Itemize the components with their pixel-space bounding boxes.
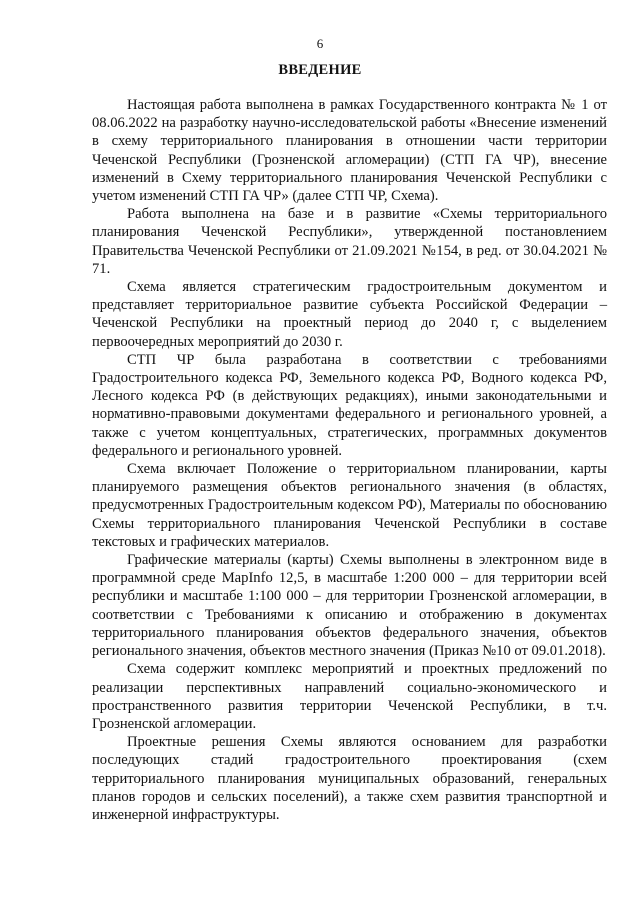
paragraph-design-decisions: Проектные решения Схемы являются основанием для разработки последующих стадий градостроительного проектирования (схем территориального планирования муниципальных образований, генеральных планов городов и сельских поселений), а также схем развития транспортной и инженерной инфраструктуры.	[92, 734, 607, 823]
paragraph-measures: Схема содержит комплекс мероприятий и проектных предложений по реализации перспективных направлений социально-экономического и пространственного развития территории Чеченской Республики, в т.ч. Грозненской агломерации.	[92, 661, 607, 732]
paragraph-graphic-materials: Графические материалы (карты) Схемы выполнены в электронном виде в программной среде MapInfo 12,5, в масштабе 1:200 000 – для территории всей республики и масштабе 1:100 000 – для территории Грозненской агломерации, в соответствии с Требованиями к описанию и отображению в документах территориального планирования объектов федерального значения, объектов регионального значения, объектов местного значения (Приказ №10 от 09.01.2018).	[92, 552, 607, 660]
page-title: ВВЕДЕНИЕ	[278, 62, 362, 78]
page-number: 6	[316, 36, 324, 51]
paragraph-contract: Настоящая работа выполнена в рамках Государственного контракта № 1 от 08.06.2022 на разработку научно-исследовательской работы «Внесение изменений в схему территориального планирования в отношении части территории Чеченской Республики (Грозненской агломерации) (СТП ГА ЧР), внесение изменений в Схему территориального планирования Чеченской Республики с учетом изменений СТП ГА ЧР» (далее СТП ЧР, Схема).	[92, 97, 607, 205]
paragraph-legal-basis: СТП ЧР была разработана в соответствии с требованиями Градостроительного кодекса РФ, Земельного кодекса РФ, Водного кодекса РФ, Лесного кодекса РФ (в действующих редакциях), иными законодательными и нормативно-правовыми документами федерального и регионального уровней, а также с учетом концептуальных, стратегических, программных документов федерального и регионального уровней.	[92, 351, 607, 459]
paragraph-strategic-document: Схема является стратегическим градостроительным документом и представляет территориальное развитие субъекта Российской Федерации – Чеченской Республики на проектный период до 2040 г, с выделением первоочередных мероприятий до 2030 г.	[92, 279, 607, 350]
body-text	[92, 96, 607, 824]
paragraph-basis: Работа выполнена на базе и в развитие «Схемы территориального планирования Чеченской Республики», утвержденной постановлением Правительства Чеченской Республики от 21.09.2021 №154, в ред. от 30.04.2021 № 71.	[92, 206, 607, 277]
paragraph-contents: Схема включает Положение о территориальном планировании, карты планируемого размещения объектов регионального значения (в областях, предусмотренных Градостроительным кодексом РФ), Материалы по обоснованию Схемы территориального планирования Чеченской Республики в составе текстовых и графических материалов.	[92, 461, 607, 550]
